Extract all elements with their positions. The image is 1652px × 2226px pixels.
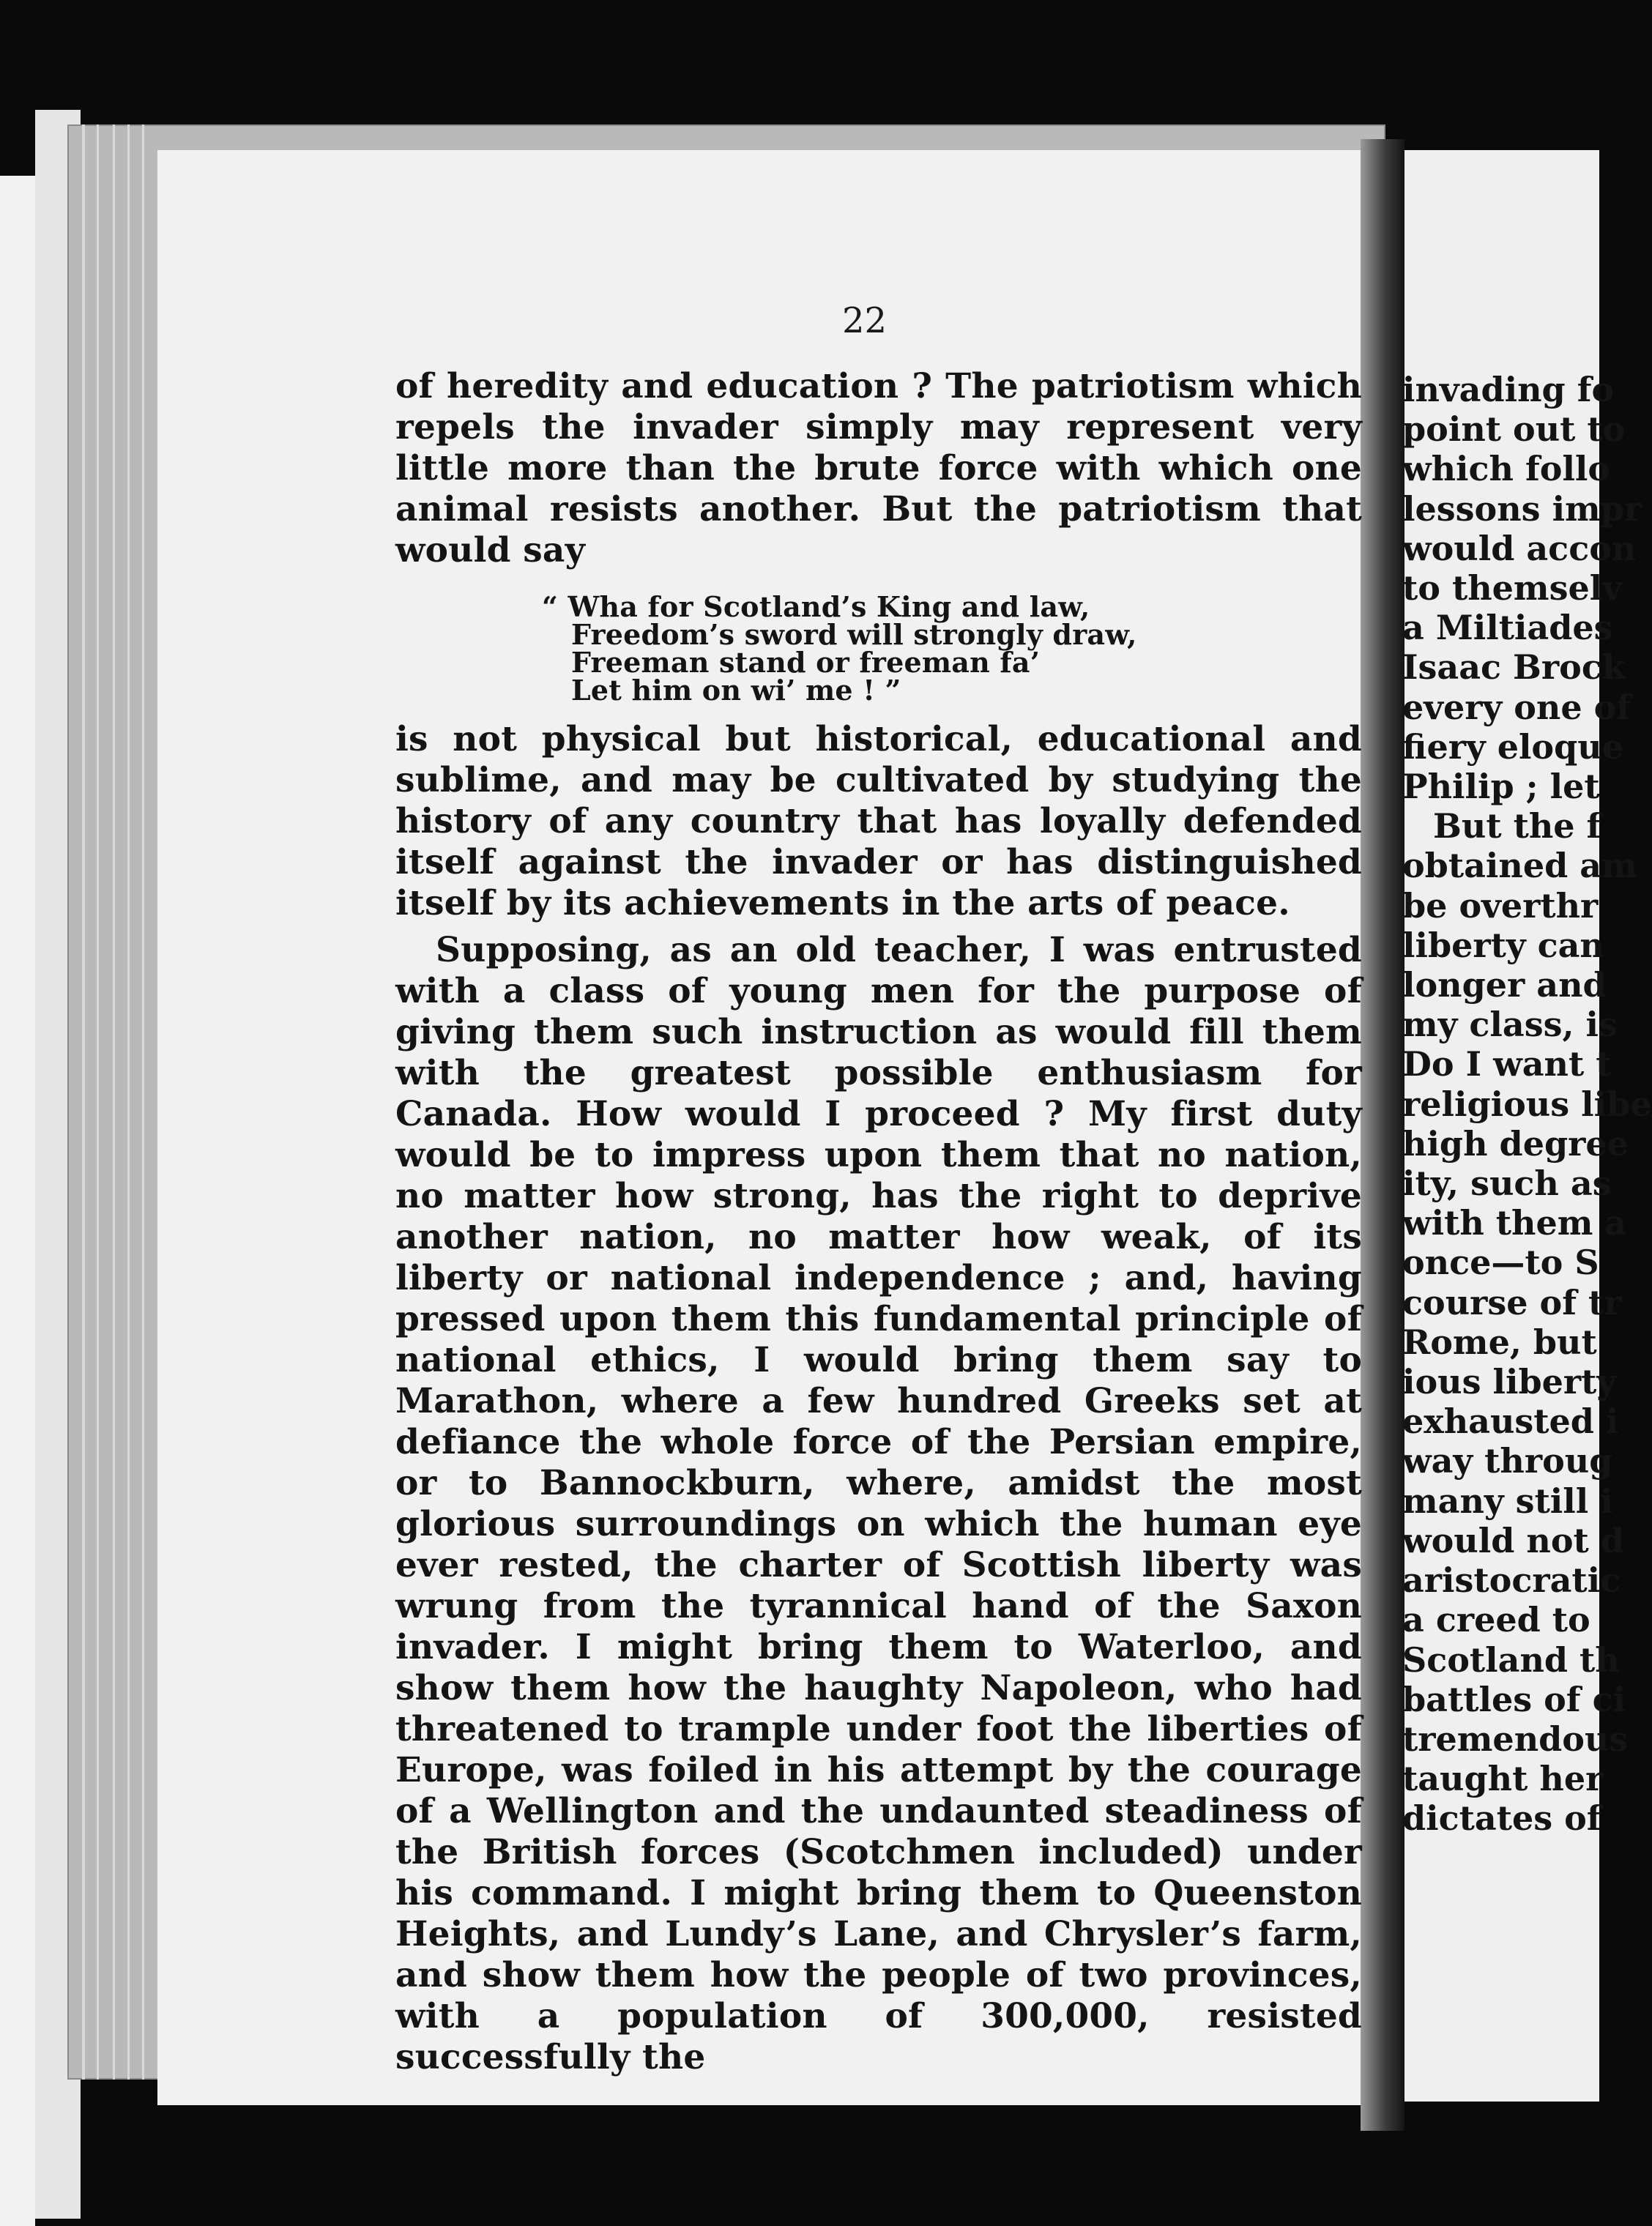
verse-line: “ Wha for Scotland’s King and law, [542, 590, 1090, 623]
right-line: lessons impr [1402, 488, 1642, 529]
right-line: dictates of [1402, 1798, 1601, 1839]
scan-corner-tab [0, 176, 35, 2226]
right-line: aristocratic [1402, 1560, 1621, 1601]
paragraph: is not physical but historical, educational and sublime, and may be cultivated by studying the history of any country that has loyally defended itself against the invader or has distinguished itself by its achievements in the arts of peace. [395, 719, 1362, 923]
right-line: religious libe [1402, 1084, 1652, 1124]
verse-line: Freeman stand or freeman fa’ [571, 646, 1041, 679]
right-line: to themselv [1402, 568, 1622, 608]
right-line: obtained am [1402, 846, 1637, 886]
right-line: would accon [1402, 528, 1637, 568]
right-line: liberty can [1402, 925, 1604, 965]
right-line: exhausted i [1402, 1402, 1619, 1442]
main-text [395, 366, 1362, 2078]
right-line: taught her [1402, 1759, 1604, 1799]
right-line: fiery eloque [1402, 726, 1623, 767]
right-line: Isaac Brock [1402, 647, 1626, 688]
right-line: which follo [1402, 449, 1611, 489]
right-line: ity, such as [1402, 1164, 1612, 1204]
right-line: invading fo [1402, 370, 1615, 409]
right-line: But the f [1433, 806, 1601, 846]
verse-line: Freedom’s sword will strongly draw, [571, 618, 1137, 651]
right-line: be overthr [1402, 885, 1599, 926]
page-number: 22 [842, 300, 888, 341]
right-line: a Miltiades [1402, 608, 1613, 648]
right-line: high degree [1402, 1123, 1629, 1164]
right-page-text [1402, 370, 1652, 1839]
right-line: Rome, but [1402, 1322, 1597, 1362]
verse-line: Let him on wi’ me ! ” [571, 674, 901, 707]
right-line: battles of ci [1402, 1679, 1626, 1719]
right-line: once—to S [1402, 1243, 1599, 1283]
verse-quote [542, 590, 1362, 707]
right-line: would not d [1402, 1520, 1624, 1560]
right-line: tremendous [1402, 1719, 1629, 1759]
right-line: Scotland th [1402, 1639, 1620, 1680]
right-line: course of tr [1402, 1282, 1622, 1322]
right-line: point out to [1402, 409, 1626, 450]
right-line: every one of [1402, 687, 1631, 727]
right-line: Do I want t [1402, 1044, 1612, 1084]
right-line: way throug [1402, 1441, 1613, 1481]
right-line: my class, is [1402, 1005, 1618, 1045]
paragraph: of heredity and education ? The patriotism which repels the invader simply may represent very little more than the brute force with which one animal resists another. But the patriotism that would say [395, 366, 1362, 570]
right-line: Philip ; let [1402, 767, 1600, 807]
right-line: many still i [1402, 1481, 1613, 1521]
right-line: with them a [1402, 1203, 1627, 1243]
right-line: longer and [1402, 965, 1607, 1005]
paragraph: Supposing, as an old teacher, I was entrusted with a class of young men for the purpose of giving them such instruction as would fill them with the greatest possible enthusiasm for Canada. How would I proceed ? My first duty would be to impress upon them that no nation, no matter how strong, has the right to deprive another nation, no matter how weak, of its liberty or national independence ; and, having pressed upon them this fundamental principle of national ethics, I would bring them say to Marathon, where a few hundred Greeks set at defiance the whole force of the Persian empire, or to Bannockburn, where, amidst the most glorious surroundings on which the human eye ever rested, the charter of Scottish liberty was wrung from the tyrannical hand of the Saxon invader. I might bring them to Waterloo, and show them how the haughty Napoleon, who had threatened to trample under foot the liberties of Europe, was foiled in his attempt by the courage of a Wellington and the undaunted steadiness of the British forces (Scotchmen included) under his command. I might bring them to Queenston Heights, and Lundy’s Lane, and Chrysler’s farm, and show them how the people of two provinces, with a population of 300,000, resisted successfully the [395, 930, 1362, 2077]
right-line: a creed to [1402, 1600, 1590, 1640]
right-line: ious liberty [1402, 1362, 1617, 1402]
book-gutter [1361, 139, 1404, 2131]
